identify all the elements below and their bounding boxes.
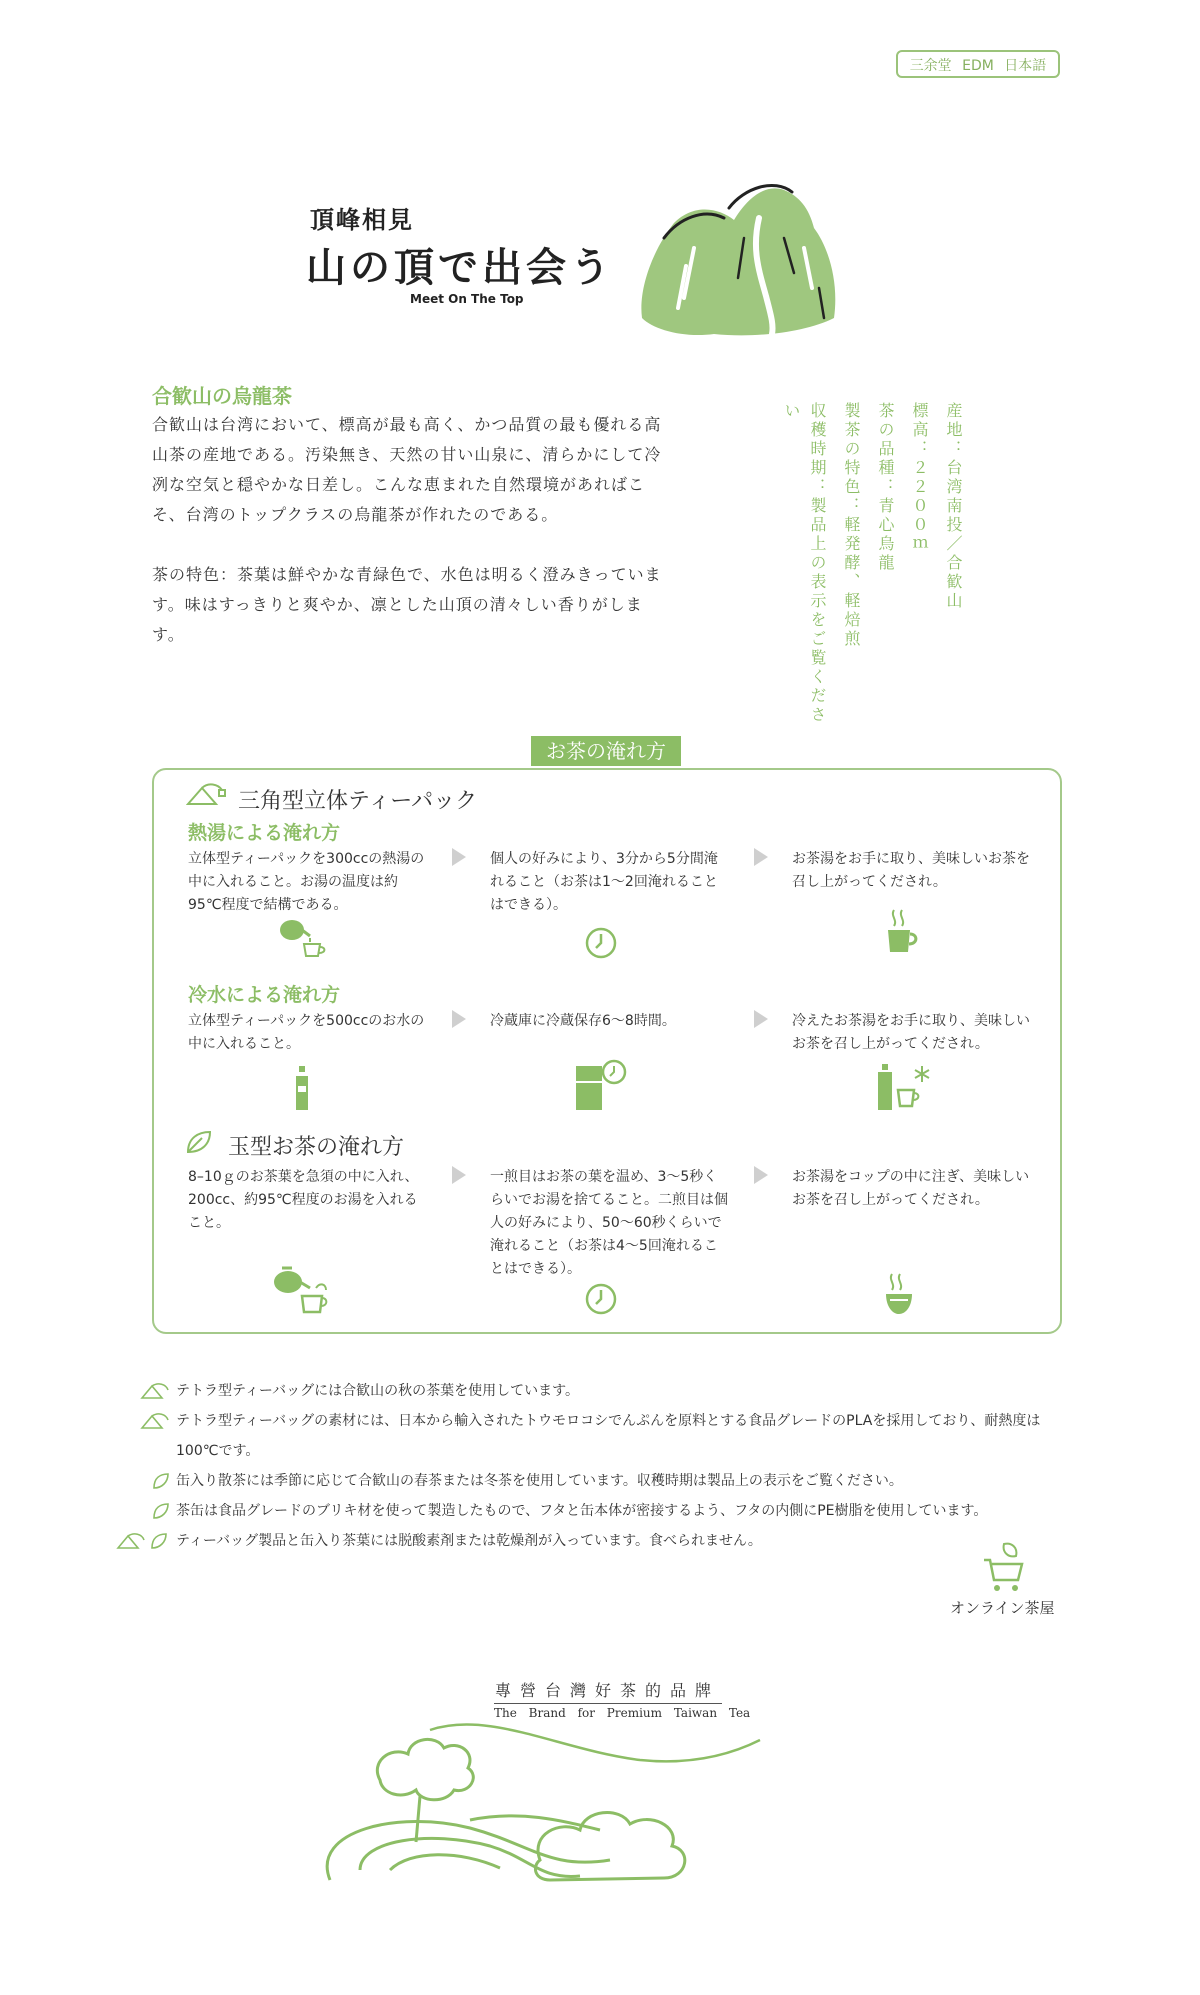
step-arrow-icon — [452, 848, 466, 866]
note-item — [140, 1466, 1080, 1496]
teabag-bullet-icon — [140, 1382, 170, 1400]
loose-step-2: 一煎目はお茶の葉を温め、3〜5秒くらいでお湯を捨てること。二煎目は個人の好みにより、50〜60秒くらいで淹れること（お茶は4〜5回淹れることはできる）。 — [490, 1169, 728, 1277]
loose-step-3: お茶湯をコップの中に注ぎ、美味しいお茶を召し上がってくだされ。 — [792, 1169, 1030, 1208]
leaf-bullet-icon — [152, 1502, 170, 1520]
timer-icon — [584, 926, 618, 960]
step-arrow-icon — [754, 848, 768, 866]
teabag-icon — [186, 782, 226, 808]
note-text: テトラ型ティーバッグには合歓山の秋の茶葉を使用しています。 — [176, 1383, 580, 1399]
bottle-icon — [292, 1066, 312, 1112]
hero-title: 山の頂で出会う — [306, 245, 614, 291]
cold-cup-icon — [876, 1064, 936, 1112]
cold-step-3: 冷えたお茶湯をお手に取り、美味しいお茶を召し上がってくだされ。 — [792, 1013, 1030, 1052]
note-item — [140, 1376, 1080, 1406]
tea-leaf-icon — [186, 1130, 212, 1154]
step-arrow-icon — [452, 1010, 466, 1028]
hot-brew-heading: 熱湯による淹れ方 — [188, 822, 341, 844]
spec-altitude: 標高：２２００ｍ — [910, 402, 929, 554]
intro-body — [152, 410, 672, 680]
hero-subtitle: 頂峰相見 — [310, 206, 414, 234]
notes-list — [140, 1376, 1080, 1556]
note-text: テトラ型ティーバッグの素材には、日本から輸入されたトウモロコシでんぷんを原料とする食品グレードのPLAを採用しており、耐熱度は100℃です。 — [176, 1413, 1041, 1459]
note-item — [140, 1406, 1080, 1466]
tea-specs — [778, 402, 966, 742]
spec-processing: 製茶の特色：軽発酵、軽焙煎 — [842, 402, 861, 649]
intro-heading: 合歓山の烏龍茶 — [152, 384, 292, 408]
shop-cart-icon[interactable] — [982, 1540, 1026, 1594]
spec-origin: 産地：台湾南投／合歓山 — [944, 402, 963, 611]
loose-step-1: 8–10ｇのお茶葉を急須の中に入れ、200cc、約95℃程度のお湯を入れること。 — [188, 1169, 419, 1231]
spec-variety: 茶の品種：青心烏龍 — [876, 402, 895, 573]
hot-step-3: お茶湯をお手に取り、美味しいお茶を召し上がってくだされ。 — [792, 851, 1030, 890]
mountain-illustration — [634, 178, 844, 348]
brand-english: The Brand for Premium Taiwan Tea — [494, 1706, 751, 1720]
step-arrow-icon — [452, 1166, 466, 1184]
brand-chinese: 專營台灣好茶的品牌 — [495, 1681, 721, 1700]
cold-brew-heading: 冷水による淹れ方 — [188, 984, 341, 1006]
note-text: 茶缶は食品グレードのブリキ材を使って製造したもので、フタと缶本体が密接するよう、フタの内側にPE樹脂を使用しています。 — [176, 1503, 988, 1519]
teapot-pour-icon — [276, 916, 328, 960]
note-text: ティーバッグ製品と缶入り茶葉には脱酸素剤または乾燥剤が入っています。食べられません。 — [176, 1533, 762, 1549]
tea-bowl-icon — [882, 1272, 916, 1316]
teabag-bullet-icon — [140, 1412, 170, 1430]
hot-step-1: 立体型ティーパックを300ccの熱湯の中に入れること。お湯の温度は約95℃程度で結構である。 — [188, 851, 425, 913]
intro-paragraph-2: 茶の特色：茶葉は鮮やかな青緑色で、水色は明るく澄みきっています。味はすっきりと爽やか、凛とした山頂の清々しい香りがします。 — [152, 565, 662, 644]
language-tag[interactable]: 三余堂 EDM 日本語 — [896, 50, 1060, 78]
timer-icon — [584, 1282, 618, 1316]
cloud-wave-illustration — [320, 1710, 820, 1900]
loose-leaf-section-heading: 玉型お茶の淹れ方 — [228, 1135, 405, 1160]
note-text: 缶入り散茶には季節に応じて合歓山の春茶または冬茶を使用しています。収穫時期は製品上の表示をご覧ください。 — [176, 1473, 903, 1489]
fridge-timer-icon — [574, 1058, 630, 1112]
hot-step-2: 個人の好みにより、3分から5分間淹れること（お茶は1〜2回淹れることはできる）。 — [490, 851, 718, 913]
spec-harvest: 収穫時期：製品上の表示をご覧ください — [782, 402, 827, 725]
brand-divider — [494, 1703, 722, 1704]
note-item — [140, 1496, 1080, 1526]
teabag-section-heading: 三角型立体ティーパック — [238, 789, 478, 814]
cold-step-2: 冷蔵庫に冷蔵保存6〜8時間。 — [490, 1013, 676, 1029]
leaf-bullet-icon — [152, 1472, 170, 1490]
hero-english-title: Meet On The Top — [410, 292, 524, 306]
online-shop-link[interactable]: オンライン茶屋 — [950, 1599, 1055, 1617]
kettle-pour-icon — [272, 1264, 334, 1316]
cold-step-1: 立体型ティーパックを500ccのお水の中に入れること。 — [188, 1013, 425, 1052]
step-arrow-icon — [754, 1166, 768, 1184]
note-item — [140, 1526, 1080, 1556]
hot-cup-icon — [884, 906, 920, 956]
intro-paragraph-1: 合歓山は台湾において、標高が最も高く、かつ品質の最も優れる高山茶の産地である。汚染無き、天然の甘い山泉に、清らかにして冷冽な空気と穏やかな日差し。こんな恵まれた自然環境があればこそ、台湾のトップクラスの烏龍茶が作れたのである。 — [152, 415, 662, 524]
step-arrow-icon — [754, 1010, 768, 1028]
brewing-guide-title: お茶の淹れ方 — [531, 736, 681, 766]
teabag-leaf-bullet-icon — [116, 1532, 170, 1550]
